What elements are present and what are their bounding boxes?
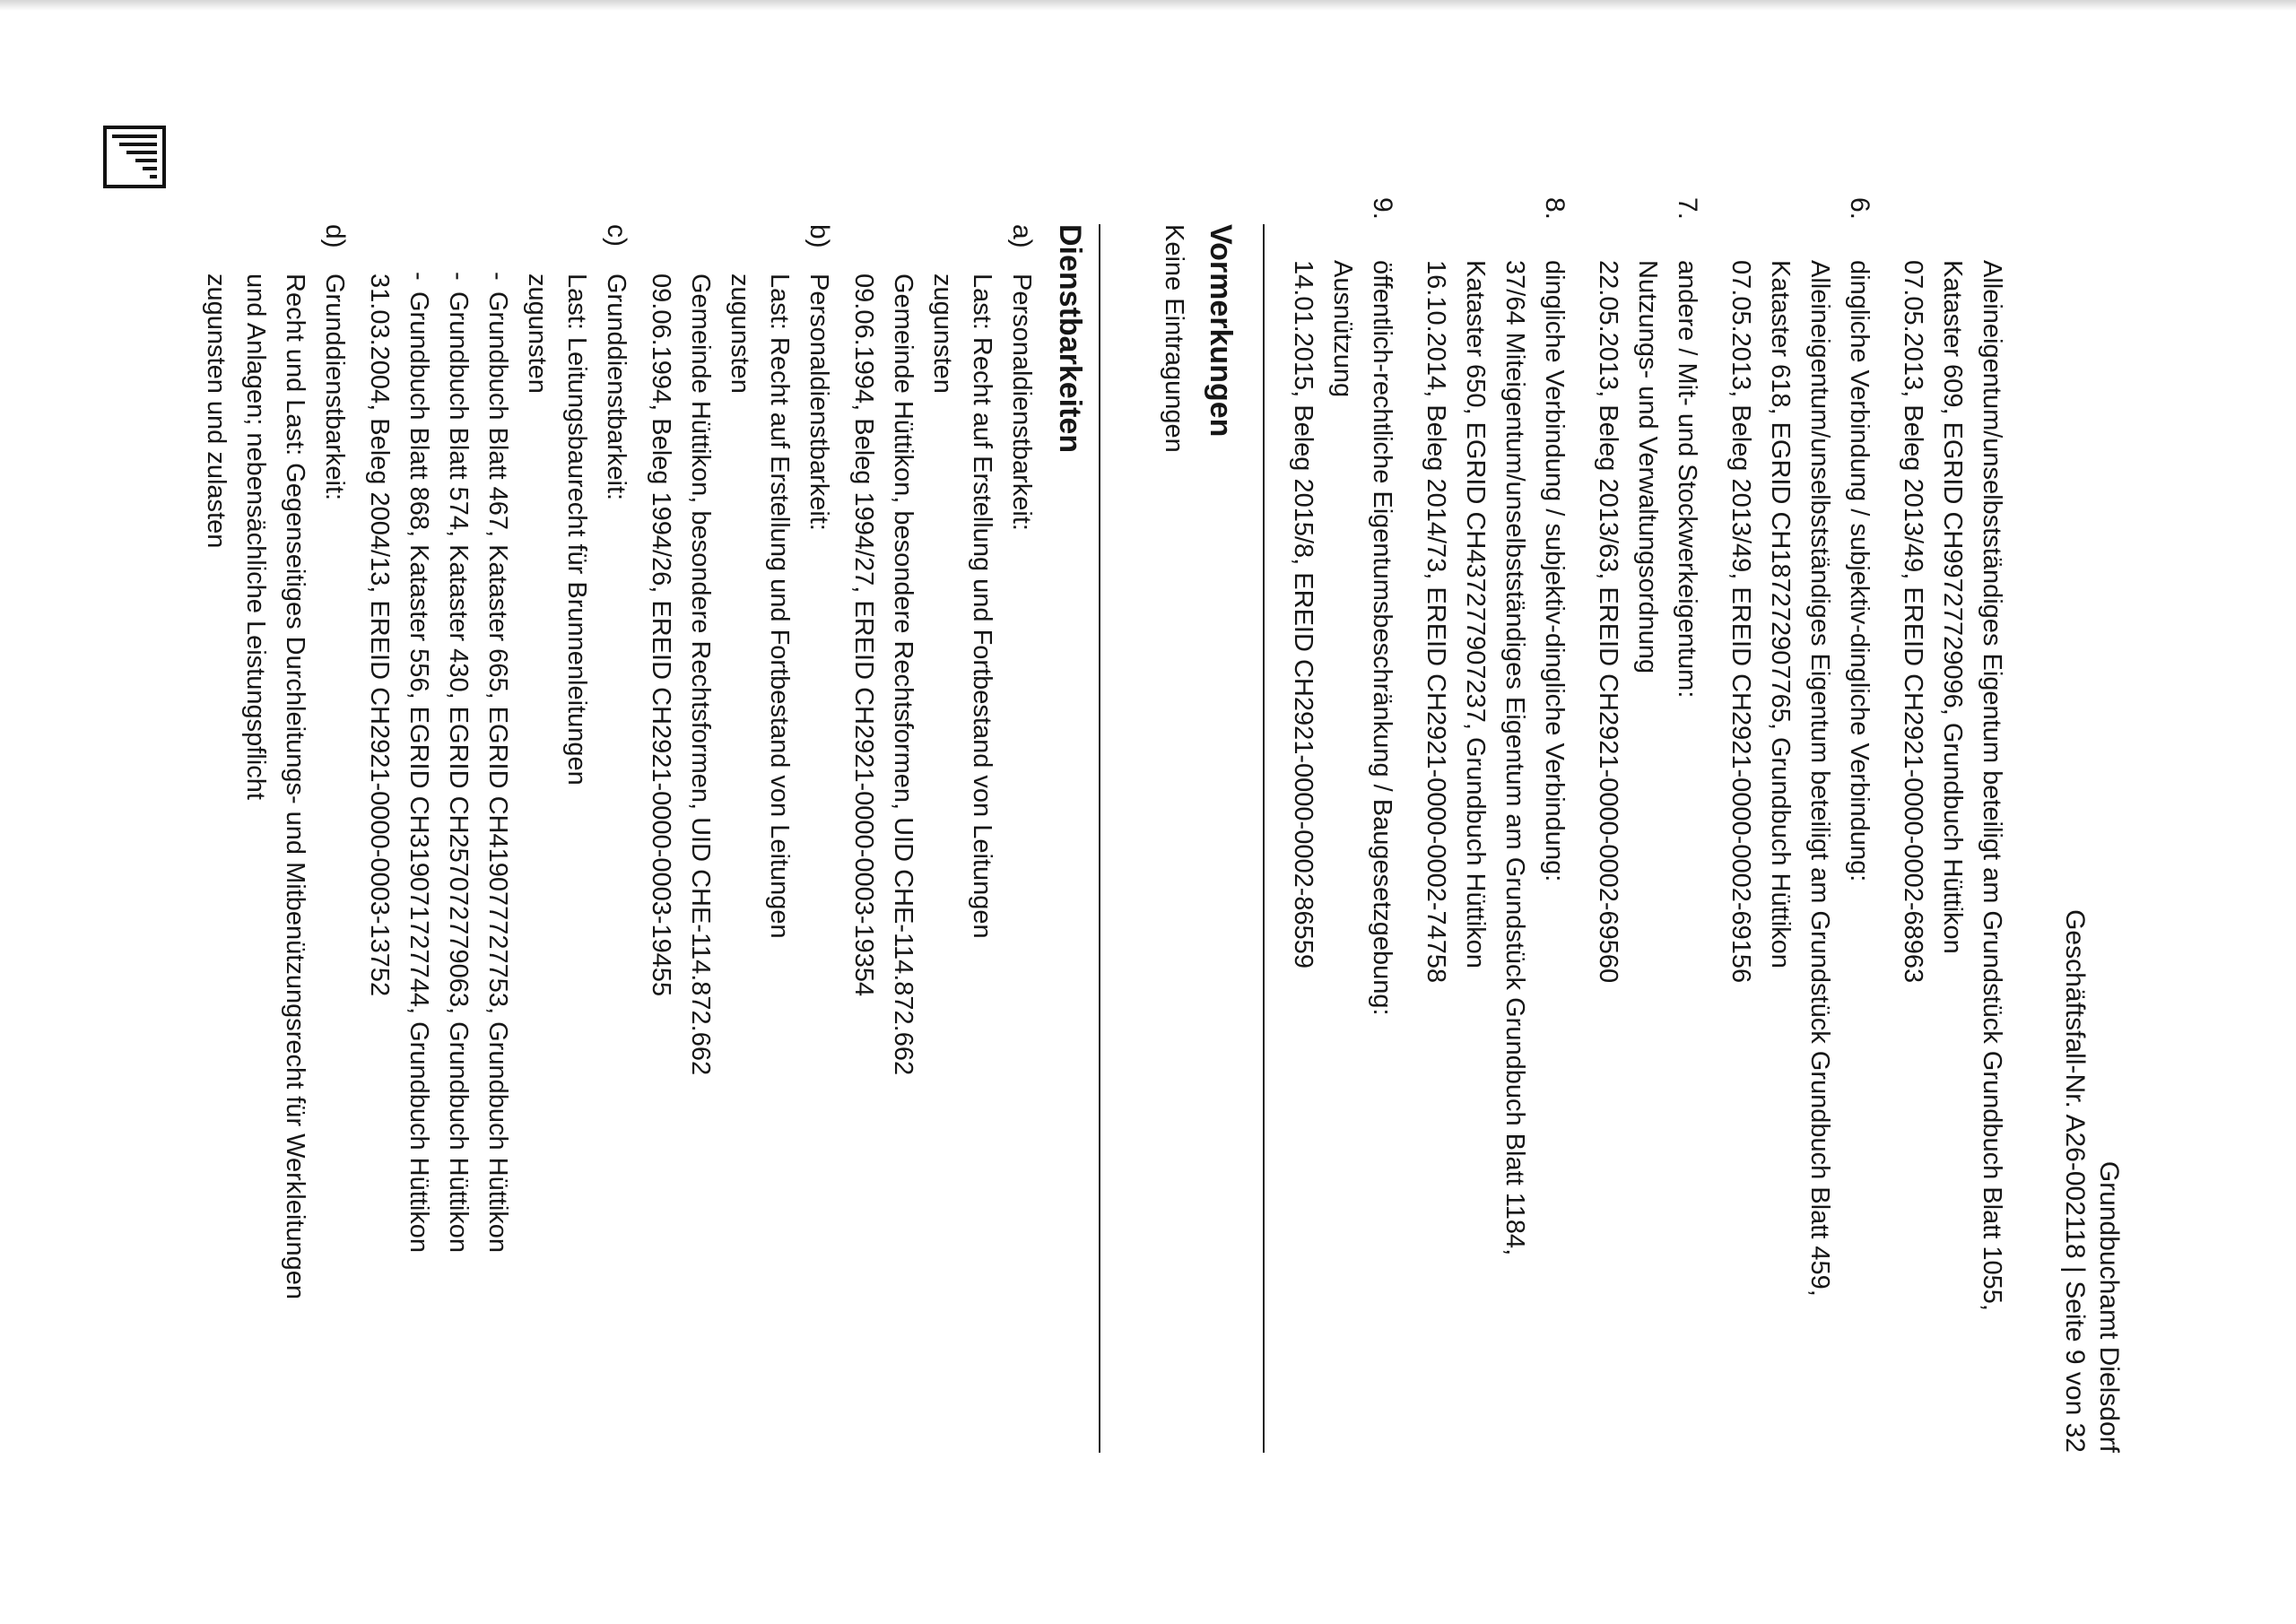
servitude-line: Last: Recht auf Erstellung und Fortbestand von Leitungen [765,274,794,939]
numbered-entries [1281,197,2009,1489]
entry-6 [1724,197,1876,1489]
entry-number: 9. [1368,197,1397,221]
office-logo-icon [103,126,166,188]
servitude-line: 31.03.2004, Beleg 2004/13, EREID CH2921-0000-0003-13752 [365,274,394,997]
dash-bullet: - [483,272,512,281]
entry-line: 16.10.2014, Beleg 2014/73, EREID CH2921-0000-0002-74758 [1422,260,1450,984]
entry-line: öffentlich-rechtliche Eigentumsbeschränkung / Baugesetzgebung: [1368,260,1396,1016]
servitude-letter: c) [602,224,631,247]
servitude-letter: d) [320,224,350,248]
servitude-line: Last: Leitungsbaurecht für Brunnenleitungen [562,274,591,786]
servitude-line: 09.06.1994, Beleg 1994/27, EREID CH2921-0000-0003-19354 [849,274,878,997]
vormerkungen-text: Keine Eintragungen [1160,224,1188,453]
servitude-line: zugunsten [726,274,754,394]
servitude-line: Recht und Last: Gegenseitiges Durchleitungs- und Mitbenützungsrecht für Werkleitungen [281,274,309,1299]
page-header [2057,909,2126,1453]
entry-line: 22.05.2013, Beleg 2013/63, EREID CH2921-0000-0002-69560 [1594,260,1622,984]
servitude-line: Last: Recht auf Erstellung und Fortbestand von Leitungen [968,274,996,939]
beneficiary-text: Grundbuch Blatt 574, Kataster 430, EGRID CH257072779063, Grundbuch Hüttikon [444,291,473,1254]
servitude-line: zugunsten [928,274,957,394]
servitude-line: Grunddienstbarkeit: [602,274,631,501]
servitude-letter: b) [804,224,834,248]
office-name: Grundbuchamt Dielsdorf [2094,1160,2124,1453]
dash-bullet: - [404,272,433,281]
servitude-line: Gemeinde Hüttikon, besondere Rechtsformen, UID CHE-114.872.662 [889,274,918,1076]
servitude-line: und Anlagen; nebensächliche Leistungspflicht [241,274,270,800]
servitude-letter: a) [1007,224,1037,248]
entry-number: 7. [1673,197,1702,221]
servitude-c [362,224,633,1498]
entry-line: Kataster 618, EGRID CH187272907765, Grundbuch Hüttikon [1766,260,1795,968]
entry-line: Nutzungs- und Verwaltungsordnung [1633,260,1662,674]
entry-continued [1896,197,2009,1489]
entry-8 [1419,197,1571,1489]
servitude-b [644,224,836,1498]
case-number-page: Geschäftsfall-Nr. A26-002118 | Seite 9 von 32 [2060,909,2090,1453]
entry-line: dingliche Verbindung / subjektiv-dingliche Verbindung: [1845,260,1874,882]
entry-line: andere / Mit- und Stockwerkeigentum: [1673,260,1701,699]
entry-line: Alleineigentum/unselbstständiges Eigentum beteiligt am Grundstück Grundbuch Blatt 459, [1805,260,1834,1297]
servitude-line: Personaldienstbarkeit: [804,274,833,531]
beneficiary-line [441,274,475,1498]
entry-line: Alleineigentum/unselbstständiges Eigentum beteiligt am Grundstück Grundbuch Blatt 1055, [1978,260,2006,1311]
entry-line: 14.01.2015, Beleg 2015/8, EREID CH2921-0000-0002-86559 [1289,260,1318,969]
servitude-line: 09.06.1994, Beleg 1994/26, EREID CH2921-0000-0003-19455 [647,274,675,997]
entry-number: 6. [1845,197,1874,221]
servitude-line: Gemeinde Hüttikon, besondere Rechtsformen, UID CHE-114.872.662 [686,274,715,1076]
servitude-line: zugunsten und zulasten [202,274,230,549]
entry-number: 8. [1540,197,1570,221]
section-divider [1263,224,1265,1453]
vormerkungen-heading: Vormerkungen [1204,224,1238,438]
servitude-line: zugunsten [523,274,552,394]
entry-line: dingliche Verbindung / subjektiv-dingliche Verbindung: [1540,260,1569,882]
section-divider [1099,224,1100,1453]
beneficiary-line [402,274,436,1498]
dienstbarkeiten-heading: Dienstbarkeiten [1053,224,1087,454]
beneficiary-text: Grundbuch Blatt 868, Kataster 556, EGRID CH319071727744, Grundbuch Hüttikon [404,291,433,1254]
entry-line: 37/64 Miteigentum/unselbstständiges Eigentum am Grundstück Grundbuch Blatt 1184, [1500,260,1529,1256]
entry-line: Kataster 650, EGRID CH437277907237, Grundbuch Hüttikon [1461,260,1490,968]
document-page [36,0,2188,1524]
entry-line: 07.05.2013, Beleg 2013/49, EREID CH2921-0000-0002-69156 [1726,260,1755,984]
entry-7 [1591,197,1704,1489]
servitude-line: Personaldienstbarkeit: [1007,274,1036,531]
dienstbarkeiten-list [194,224,1039,1498]
entry-line: 07.05.2013, Beleg 2013/49, EREID CH2921-0000-0002-68963 [1899,260,1927,984]
entry-line: Ausnützung [1328,260,1357,398]
beneficiary-line [481,274,515,1498]
entry-9 [1286,197,1399,1489]
servitude-line: Grunddienstbarkeit: [320,274,349,501]
entry-line: Kataster 609, EGRID CH99727729096, Grundbuch Hüttikon [1938,260,1967,954]
dash-bullet: - [444,272,473,281]
servitude-d [199,224,352,1498]
servitude-a [847,224,1039,1498]
beneficiary-text: Grundbuch Blatt 467, Kataster 665, EGRID CH419077727753, Grundbuch Hüttikon [483,291,512,1254]
